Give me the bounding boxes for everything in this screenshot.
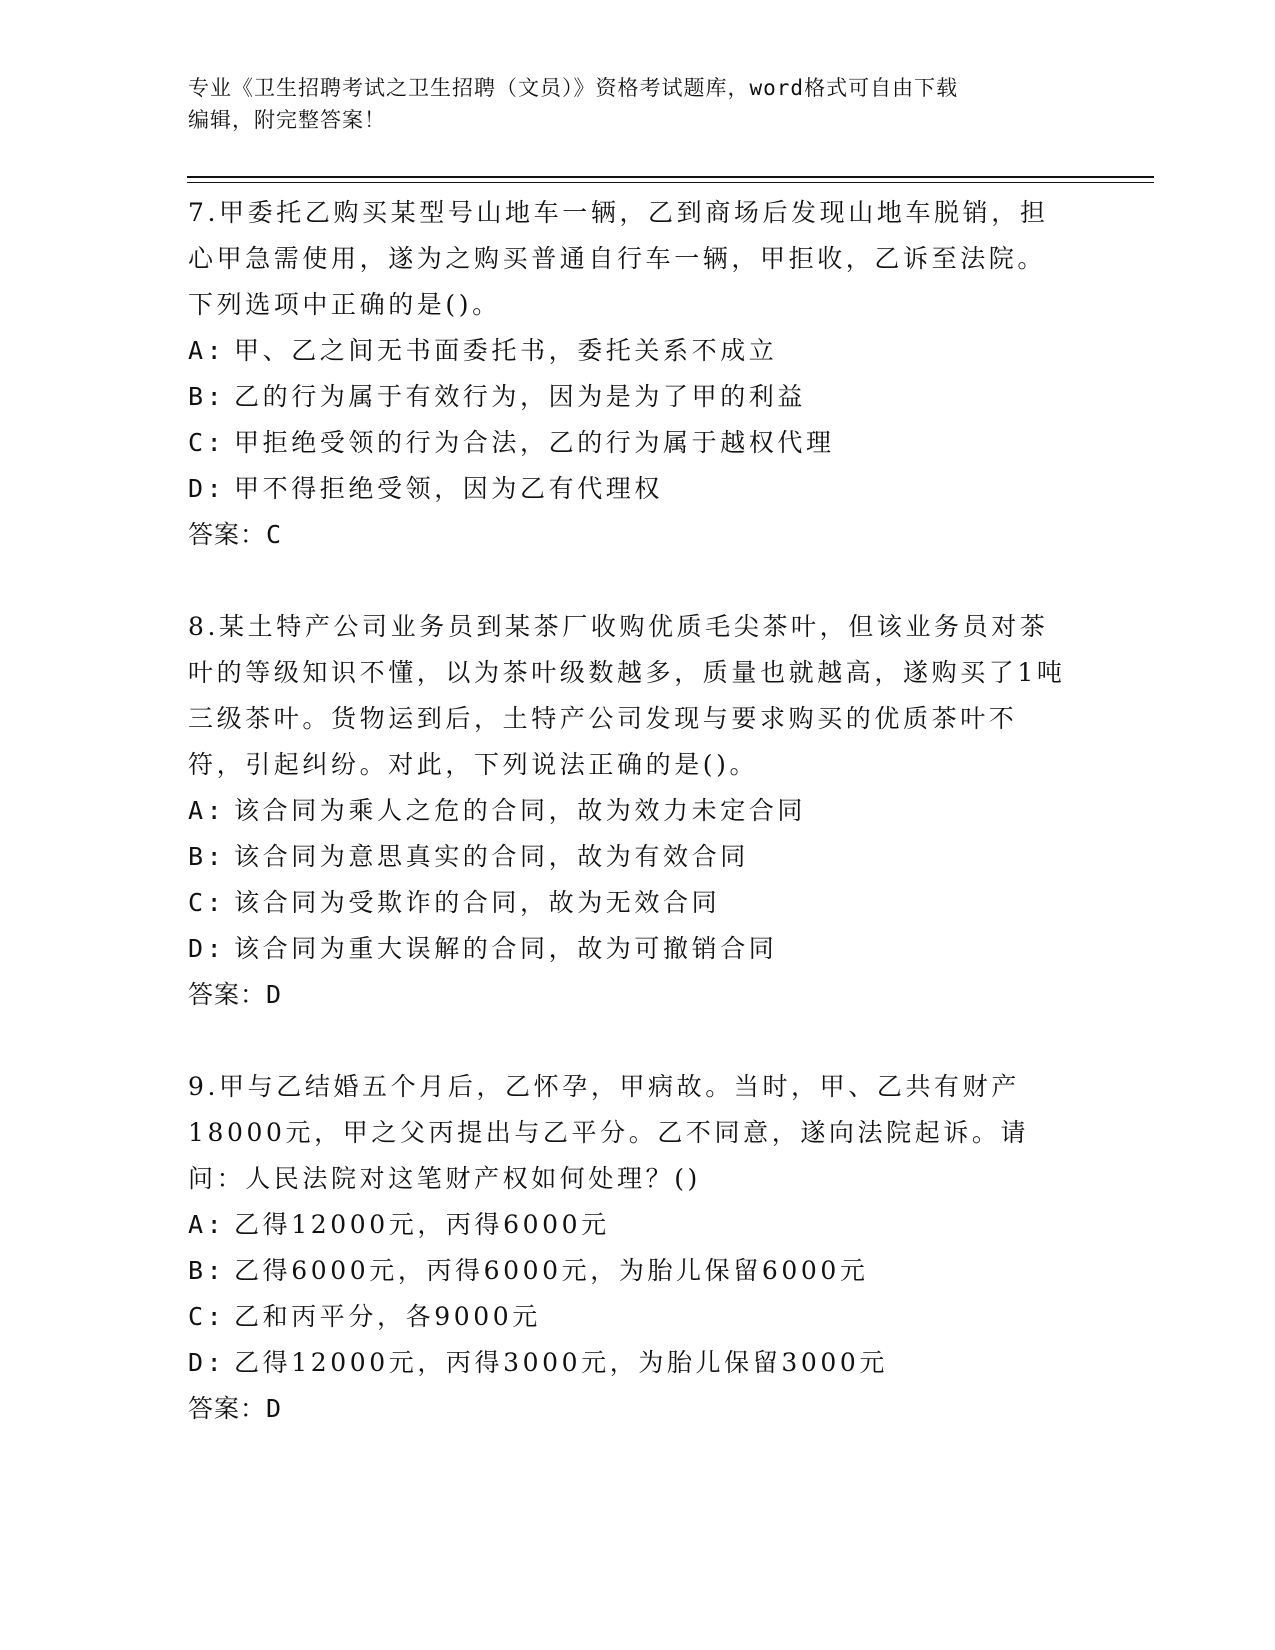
option-text: 乙和丙平分，各9000元 xyxy=(234,1302,541,1331)
option-c xyxy=(188,880,1068,926)
option-letter: B: xyxy=(188,382,226,411)
option-letter: C: xyxy=(188,1302,226,1331)
question-list xyxy=(188,190,1068,1432)
answer-line: 答案：C xyxy=(188,520,283,549)
option-letter: D: xyxy=(188,474,226,503)
option-c xyxy=(188,420,1068,466)
header-line-2: 编辑，附完整答案！ xyxy=(188,108,386,132)
header-divider-thin xyxy=(187,182,1154,183)
option-text: 乙得12000元，丙得6000元 xyxy=(234,1210,610,1239)
answer-line: 答案：D xyxy=(188,980,283,1009)
answer-line: 答案：D xyxy=(188,1394,283,1423)
option-b xyxy=(188,1248,1068,1294)
question-stem: 9.甲与乙结婚五个月后，乙怀孕，甲病故。当时，甲、乙共有财产18000元，甲之父丙提出与乙平分。乙不同意，遂向法院起诉。请问：人民法院对这笔财产权如何处理？() xyxy=(188,1072,1030,1193)
option-letter: D: xyxy=(188,1348,226,1377)
option-text: 甲、乙之间无书面委托书，委托关系不成立 xyxy=(234,336,778,365)
option-letter: C: xyxy=(188,428,226,457)
question-9 xyxy=(188,1064,1068,1432)
option-text: 乙得12000元，丙得3000元，为胎儿保留3000元 xyxy=(234,1348,888,1377)
option-letter: A: xyxy=(188,336,226,365)
option-text: 该合同为重大误解的合同，故为可撤销合同 xyxy=(234,934,778,963)
question-stem: 8.某土特产公司业务员到某茶厂收购优质毛尖茶叶，但该业务员对茶叶的等级知识不懂，以为茶叶级数越多，质量也就越高，遂购买了1吨三级茶叶。货物运到后，土特产公司发现与要求购买的优质茶叶不符，引起纠纷。对此，下列说法正确的是()。 xyxy=(188,612,1066,779)
document-header xyxy=(188,72,1088,136)
option-a xyxy=(188,788,1068,834)
option-letter: C: xyxy=(188,888,226,917)
option-a xyxy=(188,1202,1068,1248)
option-letter: A: xyxy=(188,796,226,825)
option-letter: D: xyxy=(188,934,226,963)
option-text: 甲不得拒绝受领，因为乙有代理权 xyxy=(234,474,664,503)
question-7 xyxy=(188,190,1068,558)
option-d xyxy=(188,1340,1068,1386)
option-c xyxy=(188,1294,1068,1340)
option-d xyxy=(188,466,1068,512)
option-letter: B: xyxy=(188,1256,226,1285)
option-text: 该合同为意思真实的合同，故为有效合同 xyxy=(234,842,749,871)
question-spacer xyxy=(188,1018,1068,1064)
header-divider-thick xyxy=(187,176,1154,178)
option-text: 该合同为受欺诈的合同，故为无效合同 xyxy=(234,888,721,917)
header-line-1: 专业《卫生招聘考试之卫生招聘（文员）》资格考试题库，word格式可自由下载 xyxy=(188,76,959,100)
question-spacer xyxy=(188,558,1068,604)
option-letter: B: xyxy=(188,842,226,871)
option-letter: A: xyxy=(188,1210,226,1239)
option-b xyxy=(188,834,1068,880)
option-text: 该合同为乘人之危的合同，故为效力未定合同 xyxy=(234,796,807,825)
option-a xyxy=(188,328,1068,374)
option-text: 乙得6000元，丙得6000元，为胎儿保留6000元 xyxy=(234,1256,869,1285)
question-8 xyxy=(188,604,1068,1018)
option-text: 乙的行为属于有效行为，因为是为了甲的利益 xyxy=(234,382,807,411)
option-b xyxy=(188,374,1068,420)
option-d xyxy=(188,926,1068,972)
option-text: 甲拒绝受领的行为合法，乙的行为属于越权代理 xyxy=(234,428,835,457)
question-stem: 7.甲委托乙购买某型号山地车一辆，乙到商场后发现山地车脱销，担心甲急需使用，遂为之购买普通自行车一辆，甲拒收，乙诉至法院。下列选项中正确的是()。 xyxy=(188,198,1049,319)
